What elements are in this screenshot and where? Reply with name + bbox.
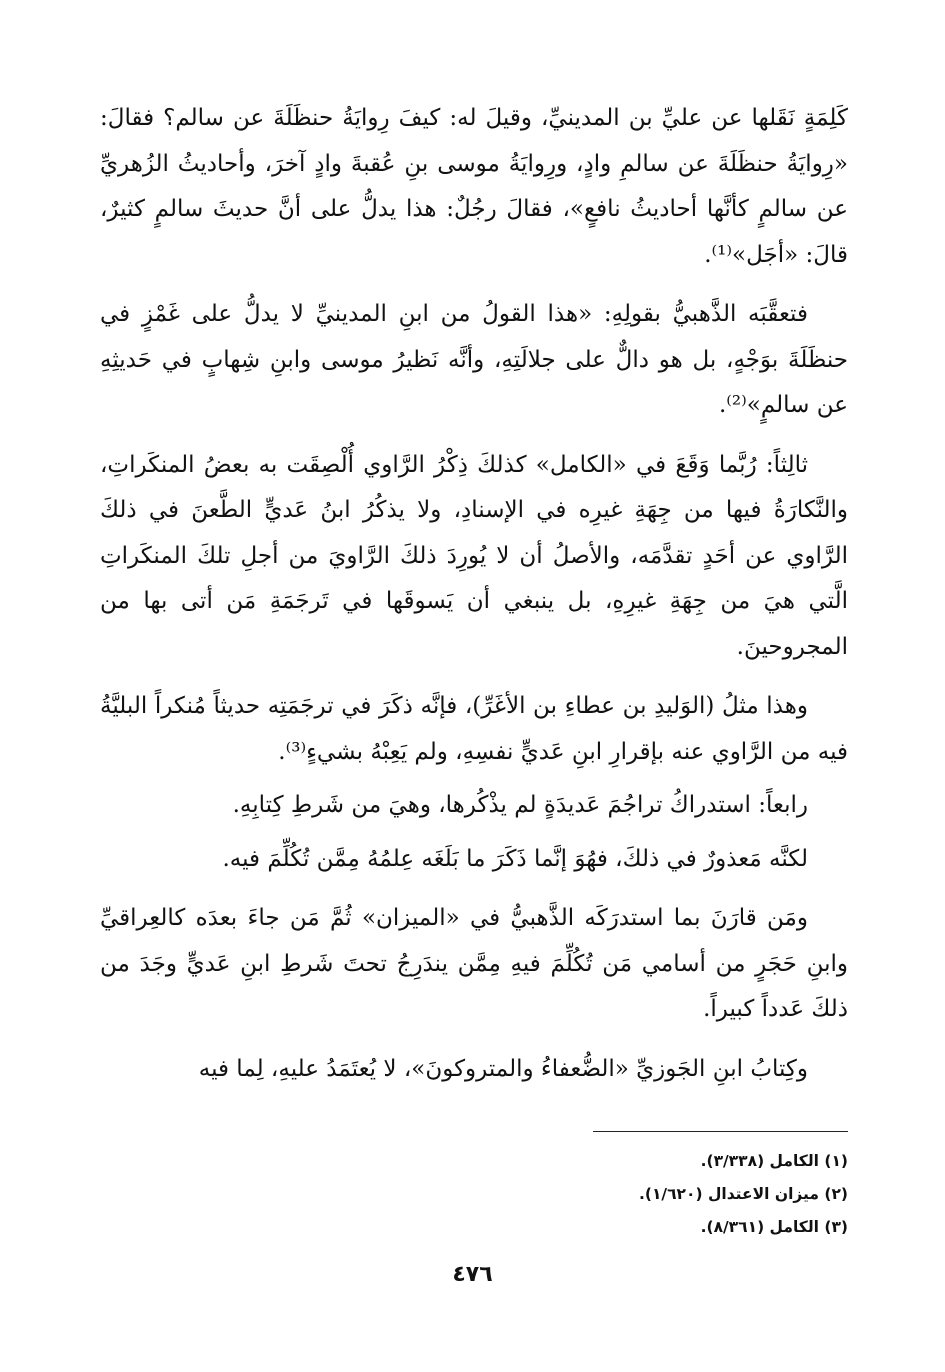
footnote-item: (٣) الكامل (٨/٣٦١). <box>700 1218 848 1236</box>
footnotes-list <box>248 1145 848 1244</box>
paragraph-fourthly: رابعاً: استدراكُ تراجُمَ عَديدَةٍ لم يذْكُرها، وهيَ من شَرطِ كِتابِهِ. <box>232 792 808 818</box>
paragraph-ibn-jawzi: وكِتابُ ابنِ الجَوزيِّ «الضُّعفاءُ والمتروكونَ»، لا يُعتَمَدُ عليهِ، لِما فيه <box>198 1055 808 1082</box>
paragraph-dhahabi-comment: فتعقَّبَه الذَّهبيُّ بقولِهِ: «هذا القولُ من ابنِ المدينيِّ لا يدلُّ على غَمْزٍ في حنظَلَةَ بوَجْهٍ، بل هو دالٌّ على جلالَتِهِ، وأنَّه نَظيرُ موسى وابنِ شِهابٍ في حَديثِهِ عن سالمٍ»⁽²⁾. <box>100 301 848 418</box>
paragraph-example-walid: وهذا مثلُ (الوَليدِ بن عطاءِ بن الأغَرِّ)، فإنَّه ذكَرَ في ترجَمَتِه حديثاً مُنكراً البليَّةُ فيه من الرَّاوي عنه بإقرارِ ابنِ عَديٍّ نفسِهِ، ولم يَعِبْهُ بشيءٍ⁽³⁾. <box>100 693 848 765</box>
page-number: ٤٧٦ <box>452 1262 493 1287</box>
footnote-item: (٢) ميزان الاعتدال (١/٦٢٠). <box>638 1185 848 1203</box>
paragraph-comparison: ومَن قارَنَ بما استدرَكَه الذَّهبيُّ في «الميزان» ثُمَّ مَن جاءَ بعدَه كالعِراقيِّ وابنِ حَجَرٍ من أسامي مَن تُكُلِّمَ فيهِ مِمَّن يندَرِجُ تحتَ شَرطِ ابنِ عَديٍّ وجَدَ من ذلكَ عَدداً كبيراً. <box>100 905 848 1022</box>
paragraph-thirdly: ثالِثاً: رُبَّما وَقَعَ في «الكامل» كذلكَ ذِكْرُ الرَّاوي أُلْصِقَت به بعضُ المنكَراتِ، والنَّكارَةُ فيها من جِهَةِ غيرِه في الإسنادِ، ولا يذكُرُ ابنُ عَديٍّ الطَّعنَ في ذلكَ الرَّاوي عن أحَدٍ تقدَّمَه، والأصلُ أن لا يُورِدَ ذلكَ الرَّاويَ من أجلِ تلكَ المنكَراتِ الَّتي هيَ من جِهَةِ غيرِهِ، بل ينبغي أن يَسوقَها في تَرجَمَةِ مَن أتى بها من المجروحينَ. <box>100 451 848 660</box>
paragraph-continuation: كَلِمَةٍ نَقَلها عن عليِّ بن المدينيِّ، وقيلَ له: كيفَ رِوايَةُ حنظَلَةَ عن سالم؟ فقالَ: «رِوايَةُ حنظَلَةَ عن سالمِ وادٍ، ورِوايَةُ موسى بنِ عُقبةَ وادٍ آخرَ، وأحاديثُ الزُهريِّ عن سالمٍ كأنَّها أحاديثُ نافعٍ»، فقالَ رجُلٌ: هذا يدلُّ على أنَّ حديثَ سالمٍ كثيرٌ، قالَ: «أجَل»⁽¹⁾. <box>100 105 848 268</box>
main-text <box>100 96 848 1092</box>
footnote-item: (١) الكامل (٣/٣٣٨). <box>700 1152 848 1170</box>
footnote-divider <box>593 1131 848 1132</box>
paragraph-excuse: لكنَّه مَعذورٌ في ذلكَ، فهُوَ إنَّما ذَكَرَ ما بَلَغَه عِلمُهُ مِمَّن تُكُلِّمَ فيه. <box>222 845 808 872</box>
